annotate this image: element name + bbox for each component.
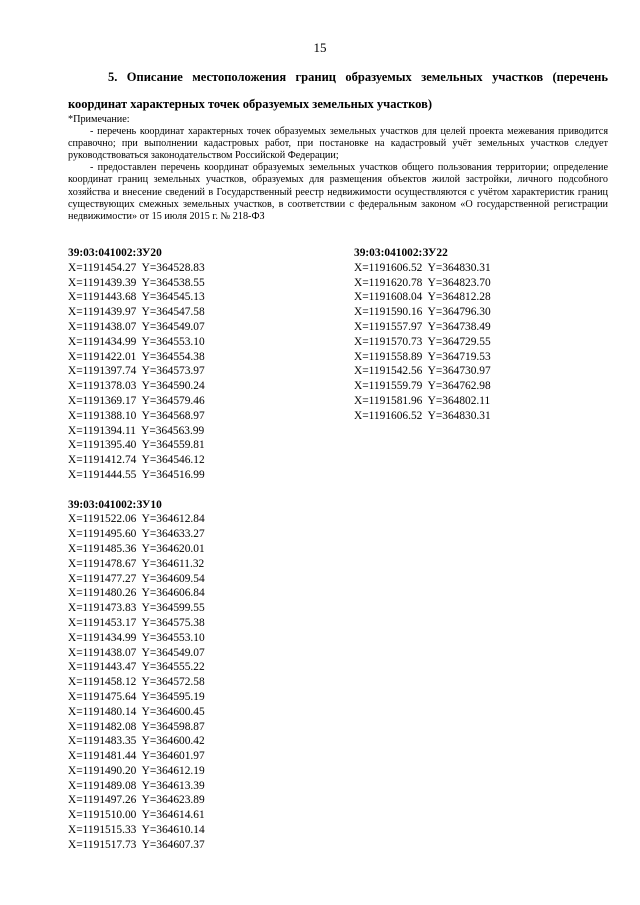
coordinate-row: X=1191453.17 Y=364575.38 — [68, 616, 205, 629]
parcel-cadastral-id: 39:03:041002:ЗУ22 — [354, 247, 448, 259]
coordinate-row: X=1191394.11 Y=364563.99 — [68, 424, 205, 437]
coordinate-row: X=1191434.99 Y=364553.10 — [68, 335, 205, 348]
coordinate-row: X=1191388.10 Y=364568.97 — [68, 409, 205, 422]
coordinate-row: X=1191608.04 Y=364812.28 — [354, 291, 491, 304]
parcel-block — [68, 498, 298, 853]
coordinate-row: X=1191378.03 Y=364590.24 — [68, 380, 205, 393]
coordinate-row: X=1191443.68 Y=364545.13 — [68, 291, 205, 304]
coordinate-row: X=1191606.52 Y=364830.31 — [354, 409, 491, 422]
coordinate-row: X=1191482.08 Y=364598.87 — [68, 720, 205, 733]
coordinate-row: X=1191497.26 Y=364623.89 — [68, 794, 205, 807]
coordinate-row: X=1191495.60 Y=364633.27 — [68, 528, 205, 541]
coordinate-row: X=1191369.17 Y=364579.46 — [68, 394, 205, 407]
note-paragraph-2: - предоставлен перечень координат образуемых земельных участков общего пользования территории; определение координат границ земельных участков, образуемых для размещения объектов жилой застройки, личного подсобного хозяйства и внесение сведений в Государственный реестр недвижимости осуществляются с учётом характеристик границ существующих смежных земельных участков, в соответствии с федеральным законом «О государственной регистрации недвижимости» от 15 июля 2015 г. № 218-ФЗ — [68, 162, 608, 222]
coordinate-row: X=1191620.78 Y=364823.70 — [354, 276, 491, 289]
coordinate-row: X=1191510.00 Y=364614.61 — [68, 809, 205, 822]
coordinate-row: X=1191477.27 Y=364609.54 — [68, 572, 205, 585]
coordinate-row: X=1191434.99 Y=364553.10 — [68, 631, 205, 644]
coordinate-row: X=1191397.74 Y=364573.97 — [68, 365, 205, 378]
note-block — [68, 114, 608, 223]
section-heading-line2: координат характерных точек образуемых земельных участков) — [68, 97, 433, 111]
coordinates-column-left — [68, 246, 298, 867]
coordinate-row: X=1191473.83 Y=364599.55 — [68, 602, 205, 615]
coordinate-row: X=1191522.06 Y=364612.84 — [68, 513, 205, 526]
parcel-block — [354, 246, 584, 424]
coordinate-row: X=1191485.36 Y=364620.01 — [68, 542, 205, 555]
coordinate-row: X=1191590.16 Y=364796.30 — [354, 306, 491, 319]
coordinate-row: X=1191458.12 Y=364572.58 — [68, 676, 205, 689]
coordinate-row: X=1191438.07 Y=364549.07 — [68, 320, 205, 333]
coordinate-row: X=1191439.39 Y=364538.55 — [68, 276, 205, 289]
coordinate-row: X=1191557.97 Y=364738.49 — [354, 320, 491, 333]
coordinate-row: X=1191489.08 Y=364613.39 — [68, 779, 205, 792]
coordinate-row: X=1191483.35 Y=364600.42 — [68, 735, 205, 748]
coordinate-row: X=1191606.52 Y=364830.31 — [354, 261, 491, 274]
coordinate-row: X=1191481.44 Y=364601.97 — [68, 750, 205, 763]
parcel-cadastral-id: 39:03:041002:ЗУ20 — [68, 247, 162, 259]
coordinate-row: X=1191517.73 Y=364607.37 — [68, 838, 205, 851]
coordinate-row: X=1191490.20 Y=364612.19 — [68, 764, 205, 777]
coordinate-row: X=1191558.89 Y=364719.53 — [354, 350, 491, 363]
parcel-cadastral-id: 39:03:041002:ЗУ10 — [68, 498, 162, 511]
section-heading-line1: 5. Описание местоположения границ образуемых земельных участков (перечень — [108, 70, 608, 84]
coordinate-row: X=1191581.96 Y=364802.11 — [354, 394, 491, 407]
note-paragraph-1: - перечень координат характерных точек образуемых земельных участков для целей проекта межевания приводится справочно; при выполнении кадастровых работ, при постановке на кадастровый учёт земельных участков следует руководствоваться законодательством Российской Федерации; — [68, 126, 608, 162]
parcel-block — [68, 246, 298, 483]
coordinate-row: X=1191438.07 Y=364549.07 — [68, 646, 205, 659]
coordinate-row: X=1191443.47 Y=364555.22 — [68, 661, 205, 674]
coordinate-row: X=1191422.01 Y=364554.38 — [68, 350, 205, 363]
coordinate-row: X=1191515.33 Y=364610.14 — [68, 824, 205, 837]
coordinate-row: X=1191412.74 Y=364546.12 — [68, 454, 205, 467]
coordinate-row: X=1191542.56 Y=364730.97 — [354, 365, 491, 378]
coordinate-row: X=1191439.97 Y=364547.58 — [68, 306, 205, 319]
coordinate-row: X=1191454.27 Y=364528.83 — [68, 261, 205, 274]
coordinate-row: X=1191480.26 Y=364606.84 — [68, 587, 205, 600]
coordinate-row: X=1191444.55 Y=364516.99 — [68, 468, 205, 481]
coordinate-row: X=1191570.73 Y=364729.55 — [354, 335, 491, 348]
coordinate-row: X=1191480.14 Y=364600.45 — [68, 705, 205, 718]
coordinates-column-right — [354, 246, 584, 438]
note-label: *Примечание: — [68, 114, 130, 125]
coordinate-row: X=1191395.40 Y=364559.81 — [68, 439, 205, 452]
coordinate-row: X=1191475.64 Y=364595.19 — [68, 690, 205, 703]
page-number: 15 — [313, 40, 327, 55]
coordinate-row: X=1191559.79 Y=364762.98 — [354, 380, 491, 393]
coordinate-row: X=1191478.67 Y=364611.32 — [68, 557, 205, 570]
section-heading — [68, 68, 608, 112]
